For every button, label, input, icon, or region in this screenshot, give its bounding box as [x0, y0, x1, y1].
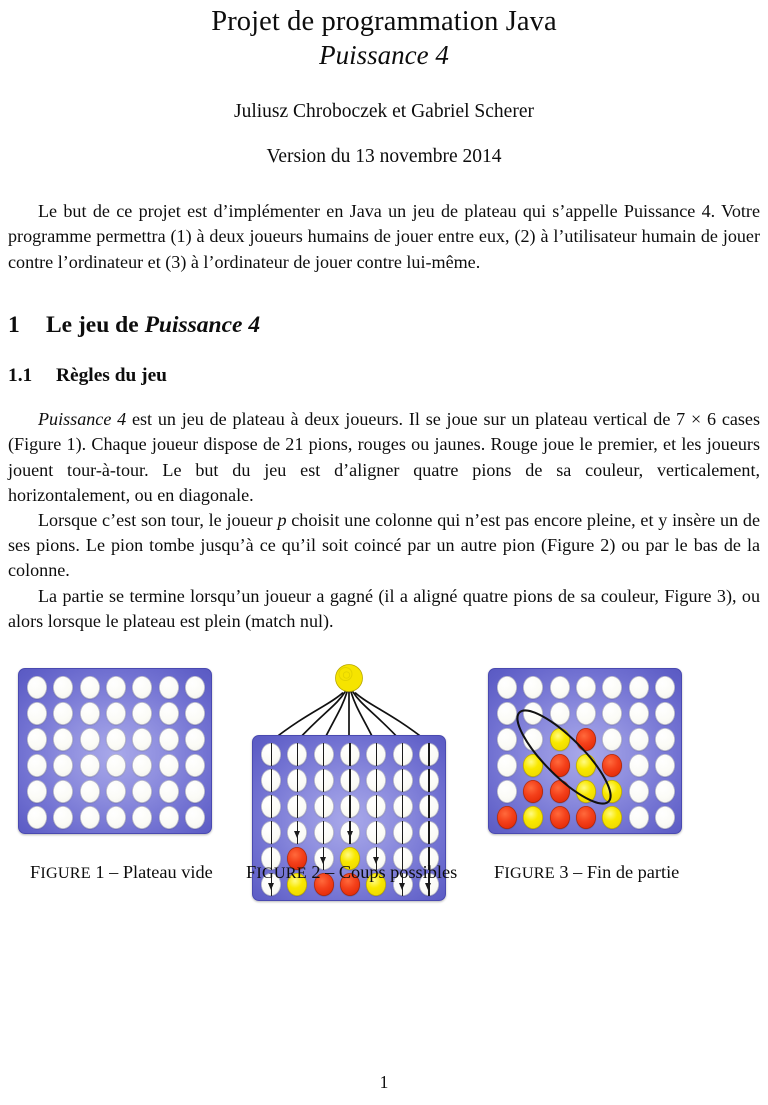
empty-slot: [366, 821, 386, 844]
board-cell: [625, 726, 651, 752]
drop-guide-line: [271, 743, 272, 766]
empty-slot: [393, 821, 413, 844]
empty-slot: [287, 769, 307, 792]
empty-slot: [419, 795, 439, 818]
board-cell: [258, 767, 284, 793]
empty-slot: [314, 795, 334, 818]
empty-slot: [53, 780, 73, 803]
board-cell: [363, 741, 389, 767]
board-cell: [24, 674, 50, 700]
board-cell: [258, 819, 284, 845]
drop-guide-line: [428, 769, 429, 792]
empty-slot: [27, 676, 47, 699]
empty-slot: [27, 728, 47, 751]
empty-slot: [629, 702, 649, 725]
figure-1: [18, 656, 218, 901]
board-cell: [625, 804, 651, 830]
board-cell: [547, 726, 573, 752]
section-heading: [8, 311, 760, 339]
board-cell: [416, 767, 442, 793]
drop-guide-line: [323, 769, 324, 792]
drop-guide-line: [402, 821, 403, 844]
empty-slot: [314, 743, 334, 766]
empty-slot: [287, 795, 307, 818]
board-cell: [129, 752, 155, 778]
empty-slot: [159, 702, 179, 725]
page-content: [0, 6, 768, 916]
board-cell: [155, 700, 181, 726]
board-cell: [363, 767, 389, 793]
empty-slot: [629, 780, 649, 803]
rules-p1-lead: Puissance 4: [38, 409, 127, 430]
empty-slot: [287, 821, 307, 844]
empty-slot: [629, 728, 649, 751]
empty-slot: [523, 728, 543, 751]
board-cell: [77, 674, 103, 700]
board-cell: [284, 741, 310, 767]
empty-slot: [655, 780, 675, 803]
empty-slot: [53, 702, 73, 725]
board-cell: [416, 741, 442, 767]
board-cell: [494, 752, 520, 778]
board-cell: [77, 752, 103, 778]
figure-1-caption-dash: –: [109, 862, 119, 883]
empty-slot: [106, 806, 126, 829]
figure-3-caption-number: 3: [559, 862, 569, 883]
figure-2-caption-text: Coups possibles: [338, 862, 458, 883]
empty-slot: [80, 754, 100, 777]
figure-3-caption-label: FIGURE: [494, 862, 555, 883]
board-cell: [284, 767, 310, 793]
empty-slot: [314, 769, 334, 792]
empty-slot: [576, 676, 596, 699]
board-cell: [77, 700, 103, 726]
board-cell: [50, 752, 76, 778]
empty-slot: [53, 754, 73, 777]
board-cell: [103, 700, 129, 726]
board-cell: [103, 674, 129, 700]
board-cell: [652, 726, 678, 752]
board-cell: [652, 700, 678, 726]
empty-slot: [393, 743, 413, 766]
figures-row: [8, 656, 760, 916]
rules-p1-rest: est un jeu de plateau à deux joueurs. Il se joue sur un plateau vertical de 7 × 6 cases (Figure 1). Chaque joueur dispose de 21 pions, rouges ou jaunes. Rouge joue le premier, et les joueurs jouent tour-à-tour. Le but du jeu est d’aligner quatre pions de sa couleur, verticalement, horizontalement, ou en diagonale.: [8, 409, 760, 505]
empty-slot: [523, 702, 543, 725]
empty-slot: [419, 821, 439, 844]
figure-1-caption-label: FIGURE: [30, 862, 91, 883]
board-cell: [50, 778, 76, 804]
empty-slot: [655, 702, 675, 725]
subsection-heading: [8, 364, 760, 387]
red-piece: [550, 806, 570, 829]
empty-slot: [27, 702, 47, 725]
board-cell: [103, 726, 129, 752]
empty-slot: [497, 702, 517, 725]
board-cell: [416, 819, 442, 845]
board-cell: [258, 793, 284, 819]
section-number: 1: [8, 311, 20, 338]
board-cell: [652, 804, 678, 830]
empty-slot: [80, 676, 100, 699]
empty-slot: [53, 676, 73, 699]
empty-slot: [132, 780, 152, 803]
drop-guide-line: [376, 743, 377, 766]
empty-slot: [550, 676, 570, 699]
drop-guide-line: [349, 795, 350, 818]
empty-slot: [185, 702, 205, 725]
board-cell: [652, 778, 678, 804]
board-cell: [129, 804, 155, 830]
figure-1-grid: [24, 674, 208, 830]
subsection-number: 1.1: [8, 364, 33, 386]
page-title: Projet de programmation Java: [211, 6, 557, 37]
figure-3-caption-text: Fin de partie: [586, 862, 680, 883]
empty-slot: [106, 702, 126, 725]
board-cell: [77, 726, 103, 752]
board-cell: [103, 778, 129, 804]
board-cell: [182, 674, 208, 700]
board-cell: [155, 752, 181, 778]
empty-slot: [132, 676, 152, 699]
board-cell: [155, 778, 181, 804]
board-cell: [389, 793, 415, 819]
figure-1-caption: [30, 862, 213, 883]
board-cell: [284, 819, 310, 845]
board-cell: [284, 793, 310, 819]
empty-slot: [261, 821, 281, 844]
figure-1-caption-number: 1: [95, 862, 105, 883]
board-cell: [599, 674, 625, 700]
empty-slot: [27, 780, 47, 803]
yellow-piece: [523, 754, 543, 777]
rules-paragraph-1: [8, 407, 760, 508]
drop-guide-line: [376, 821, 377, 844]
section-title-prefix: Le jeu de: [46, 311, 145, 338]
empty-slot: [106, 780, 126, 803]
board-cell: [337, 793, 363, 819]
figure-2-caption-number: 2: [311, 862, 321, 883]
red-piece: [497, 806, 517, 829]
empty-slot: [261, 795, 281, 818]
empty-slot: [185, 806, 205, 829]
empty-slot: [393, 769, 413, 792]
empty-slot: [602, 676, 622, 699]
empty-slot: [106, 754, 126, 777]
empty-slot: [132, 754, 152, 777]
intro-block: [8, 199, 760, 275]
board-cell: [599, 700, 625, 726]
page-subtitle: Puissance 4: [319, 39, 449, 70]
board-cell: [24, 778, 50, 804]
board-cell: [50, 700, 76, 726]
drop-guide-line: [271, 821, 272, 844]
drop-guide-line: [402, 795, 403, 818]
empty-slot: [497, 754, 517, 777]
board-cell: [389, 767, 415, 793]
board-cell: [389, 819, 415, 845]
board-cell: [520, 804, 546, 830]
board-cell: [625, 752, 651, 778]
empty-slot: [550, 702, 570, 725]
empty-slot: [497, 780, 517, 803]
board-cell: [547, 700, 573, 726]
board-cell: [337, 767, 363, 793]
board-cell: [129, 726, 155, 752]
empty-slot: [602, 728, 622, 751]
figure-2-caption: [246, 862, 457, 883]
empty-slot: [159, 754, 179, 777]
board-cell: [494, 804, 520, 830]
board-cell: [573, 752, 599, 778]
drop-guide-line: [323, 743, 324, 766]
figure-3-caption: [494, 862, 679, 883]
board-cell: [311, 819, 337, 845]
rules-paragraph-2: [8, 508, 760, 584]
board-cell: [520, 778, 546, 804]
figure-3-grid: [494, 674, 678, 830]
board-cell: [103, 752, 129, 778]
board-cell: [520, 700, 546, 726]
empty-slot: [261, 743, 281, 766]
drop-guide-line: [428, 743, 429, 766]
rules-p2-variable: p: [277, 510, 287, 531]
board-cell: [129, 700, 155, 726]
board-cell: [24, 726, 50, 752]
version-line: Version du 13 novembre 2014: [266, 146, 502, 168]
board-cell: [103, 804, 129, 830]
empty-slot: [629, 806, 649, 829]
empty-slot: [53, 728, 73, 751]
figure-2-caption-label: FIGURE: [246, 862, 307, 883]
empty-slot: [655, 728, 675, 751]
empty-slot: [523, 676, 543, 699]
board-cell: [311, 767, 337, 793]
drop-guide-line: [271, 769, 272, 792]
board-cell: [50, 804, 76, 830]
board-cell: [599, 804, 625, 830]
empty-slot: [159, 676, 179, 699]
empty-slot: [366, 743, 386, 766]
rules-paragraph-3: La partie se termine lorsqu’un joueur a gagné (il a aligné quatre pions de sa couleur, Figure 3), ou alors lorsque le plateau est plein (match nul).: [8, 585, 760, 631]
red-piece: [550, 754, 570, 777]
board-cell: [547, 752, 573, 778]
intro-paragraph: Le but de ce projet est d’implémenter en Java un jeu de plateau qui s’appelle Puissance 4. Votre programme permettra (1) à deux joueurs humains de jouer entre eux, (2) à l’utilisateur humain de jouer contre l’ordinateur et (3) à l’ordinateur de jouer contre lui-même.: [8, 201, 760, 272]
board-cell: [494, 674, 520, 700]
board-cell: [520, 726, 546, 752]
yellow-piece: [576, 780, 596, 803]
drop-guide-line: [297, 795, 298, 818]
drop-guide-line: [428, 821, 429, 844]
empty-slot: [366, 769, 386, 792]
board-cell: [337, 819, 363, 845]
board-cell: [652, 674, 678, 700]
board-cell: [547, 804, 573, 830]
rules-p2-b: choisit une colonne qui n’est pas encore pleine, et y insère un de ses pions. Le pion tombe jusqu’à ce qu’il soit coincé par un autre pion (Figure 2) ou par le bas de la colonne.: [8, 510, 760, 581]
yellow-piece: [550, 728, 570, 751]
figure-3-board: [488, 668, 682, 834]
board-cell: [625, 700, 651, 726]
empty-slot: [159, 728, 179, 751]
empty-slot: [106, 676, 126, 699]
yellow-piece: [523, 806, 543, 829]
board-cell: [625, 778, 651, 804]
board-cell: [311, 793, 337, 819]
yellow-piece: [602, 806, 622, 829]
page-number: 1: [379, 1072, 389, 1092]
board-cell: [599, 752, 625, 778]
drop-guide-line: [323, 821, 324, 844]
empty-slot: [287, 743, 307, 766]
empty-slot: [261, 769, 281, 792]
drop-guide-line: [376, 795, 377, 818]
drop-guide-line: [376, 769, 377, 792]
board-cell: [573, 804, 599, 830]
empty-slot: [340, 821, 360, 844]
board-cell: [573, 778, 599, 804]
board-cell: [258, 741, 284, 767]
board-cell: [520, 674, 546, 700]
red-piece: [576, 728, 596, 751]
empty-slot: [185, 780, 205, 803]
board-cell: [494, 778, 520, 804]
board-cell: [155, 804, 181, 830]
figure-2: [246, 656, 458, 901]
board-cell: [182, 778, 208, 804]
board-cell: [24, 752, 50, 778]
section-title-italic: Puissance 4: [144, 311, 261, 338]
empty-slot: [497, 728, 517, 751]
board-cell: [24, 804, 50, 830]
empty-slot: [106, 728, 126, 751]
board-cell: [547, 778, 573, 804]
empty-slot: [497, 676, 517, 699]
empty-slot: [80, 780, 100, 803]
board-cell: [50, 726, 76, 752]
board-cell: [494, 726, 520, 752]
yellow-piece: [602, 780, 622, 803]
empty-slot: [655, 676, 675, 699]
document-page: [0, 6, 768, 1105]
empty-slot: [185, 676, 205, 699]
empty-slot: [576, 702, 596, 725]
empty-slot: [132, 702, 152, 725]
empty-slot: [132, 806, 152, 829]
empty-slot: [629, 754, 649, 777]
empty-slot: [340, 795, 360, 818]
empty-slot: [366, 795, 386, 818]
yellow-piece: [576, 754, 596, 777]
board-cell: [599, 726, 625, 752]
drop-guide-line: [297, 769, 298, 792]
figure-1-board: [18, 668, 212, 834]
empty-slot: [419, 769, 439, 792]
red-piece: [576, 806, 596, 829]
empty-slot: [655, 754, 675, 777]
drop-guide-line: [402, 769, 403, 792]
empty-slot: [419, 743, 439, 766]
empty-slot: [629, 676, 649, 699]
empty-slot: [27, 806, 47, 829]
board-cell: [77, 778, 103, 804]
board-cell: [363, 819, 389, 845]
board-cell: [652, 752, 678, 778]
empty-slot: [80, 702, 100, 725]
board-cell: [182, 752, 208, 778]
empty-slot: [80, 806, 100, 829]
authors-line: Juliusz Chroboczek et Gabriel Scherer: [234, 101, 534, 123]
subsection-title: Règles du jeu: [56, 364, 167, 386]
figure-3: [488, 656, 688, 901]
empty-slot: [132, 728, 152, 751]
empty-slot: [602, 702, 622, 725]
board-cell: [337, 741, 363, 767]
empty-slot: [53, 806, 73, 829]
board-cell: [494, 700, 520, 726]
empty-slot: [27, 754, 47, 777]
board-cell: [155, 674, 181, 700]
board-cell: [599, 778, 625, 804]
drop-guide-line: [297, 743, 298, 766]
empty-slot: [655, 806, 675, 829]
board-cell: [573, 674, 599, 700]
board-cell: [389, 741, 415, 767]
board-cell: [155, 726, 181, 752]
board-cell: [182, 804, 208, 830]
empty-slot: [159, 806, 179, 829]
rules-p2-a: Lorsque c’est son tour, le joueur: [38, 510, 278, 531]
rules-block: [8, 407, 760, 634]
board-cell: [182, 700, 208, 726]
board-cell: [573, 700, 599, 726]
empty-slot: [340, 743, 360, 766]
red-piece: [523, 780, 543, 803]
drop-guide-line: [428, 795, 429, 818]
board-cell: [182, 726, 208, 752]
board-cell: [311, 741, 337, 767]
drop-guide-line: [349, 769, 350, 792]
empty-slot: [314, 821, 334, 844]
drop-guide-line: [349, 743, 350, 766]
red-piece: [550, 780, 570, 803]
board-cell: [24, 700, 50, 726]
board-cell: [520, 752, 546, 778]
drop-guide-line: [402, 743, 403, 766]
empty-slot: [340, 769, 360, 792]
board-cell: [547, 674, 573, 700]
figure-1-caption-text: Plateau vide: [122, 862, 213, 883]
drop-guide-line: [323, 795, 324, 818]
empty-slot: [185, 754, 205, 777]
red-piece: [602, 754, 622, 777]
drop-guide-line: [271, 795, 272, 818]
figure-2-chute: [252, 656, 446, 742]
empty-slot: [185, 728, 205, 751]
board-cell: [416, 793, 442, 819]
figure-2-caption-dash: –: [325, 862, 335, 883]
board-cell: [625, 674, 651, 700]
board-cell: [573, 726, 599, 752]
board-cell: [50, 674, 76, 700]
board-cell: [363, 793, 389, 819]
empty-slot: [159, 780, 179, 803]
empty-slot: [80, 728, 100, 751]
empty-slot: [393, 795, 413, 818]
figure-3-caption-dash: –: [573, 862, 583, 883]
board-cell: [129, 674, 155, 700]
board-cell: [129, 778, 155, 804]
board-cell: [77, 804, 103, 830]
